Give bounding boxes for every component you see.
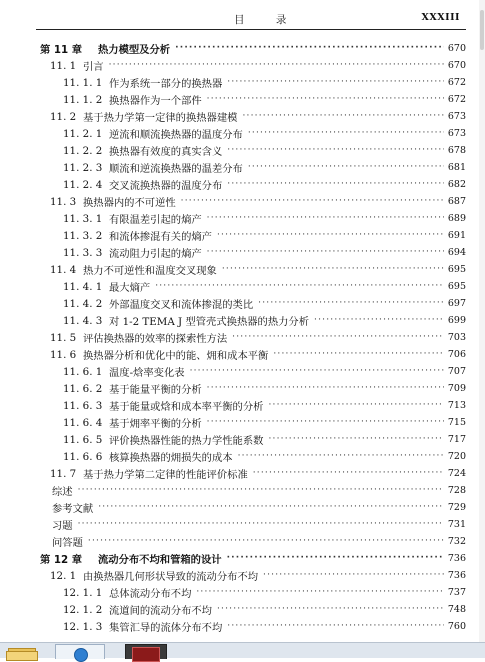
toc-entry-page: 748 [447,604,466,615]
toc-leader-dots [222,261,444,278]
toc-entry-number: 11. 6 [50,348,77,361]
toc-entry-page: 673 [447,128,466,139]
toc-leader-dots [78,516,444,533]
toc-entry[interactable] [50,193,466,210]
toc-leader-dots [98,499,444,516]
toc-entry[interactable] [63,397,466,414]
toc-entry-page: 691 [447,230,466,241]
toc-entry-page: 717 [447,434,466,445]
toc-entry[interactable] [52,499,466,516]
toc-entry-page: 706 [447,349,466,360]
toc-entry-title: 流道间的流动分布不均 [109,605,212,617]
toc-leader-dots [88,533,444,550]
page-header-number: XXXIII [421,12,460,23]
toc-entry-number: 11. 6. 5 [63,433,103,446]
toc-entry-number: 第 11 章 [40,44,83,56]
taskbar [0,642,485,658]
toc-entry-title: 核算换热器的㶲损失的成本 [109,452,233,464]
toc-entry[interactable] [52,533,466,550]
toc-entry-title: 基于㶲率平衡的分析 [109,418,202,430]
toc-entry-title: 集管汇导的流体分布不均 [109,622,223,634]
toc-entry-title: 总体流动分布不均 [109,588,192,600]
toc-entry-title: 换热器内的不可逆性 [83,197,176,209]
toc-leader-dots [217,227,444,244]
toc-entry-page: 678 [447,145,466,156]
toc-entry-page: 672 [447,77,466,88]
toc-entry-number: 11. 4. 2 [63,297,103,310]
scrollbar-thumb[interactable] [480,10,484,50]
toc-leader-dots [227,74,444,91]
toc-entry-page: 736 [447,570,466,581]
toc-leader-dots [217,601,444,618]
toc-entry-page: 737 [447,587,466,598]
toc-entry[interactable] [63,414,466,431]
toc-leader-dots [175,40,444,57]
toc-entry-page: 709 [447,383,466,394]
toc-entry-number: 11. 6. 6 [63,450,103,463]
toc-entry-title: 和流体掺混有关的熵产 [109,231,212,243]
toc-entry[interactable] [50,108,466,125]
toc-entry-number: 11. 6. 1 [63,365,103,378]
toc-entry-title: 外部温度交叉和流体掺混的类比 [109,299,254,311]
toc-entry[interactable] [63,210,466,227]
toc-leader-dots [268,397,443,414]
toc-entry-page: 682 [447,179,466,190]
toc-entry-page: 695 [447,281,466,292]
toc-entry-number: 12. 1. 2 [63,603,103,616]
toc-entry[interactable] [40,40,466,57]
toc-leader-dots [109,57,444,74]
vertical-scrollbar[interactable] [479,0,485,642]
toc-entry-page: 670 [447,43,466,54]
toc-leader-dots [78,482,444,499]
toc-entry-page: 736 [447,553,466,564]
toc-entry-number: 11. 2 [50,110,77,123]
toc-entry-number: 12. 1. 3 [63,620,103,633]
toc-entry-title: 流动分布不均和管箱的设计 [98,554,222,566]
toc-entry-title: 逆流和顺流换热器的温度分布 [109,129,243,141]
toc-entry-title: 温度-焓率变化表 [109,367,185,379]
toc-entry-number: 11. 4. 3 [63,314,103,327]
toc-entry[interactable] [63,618,466,635]
toc-leader-dots [253,465,444,482]
toc-entry-title: 评估换热器的效率的探索性方法 [83,333,228,345]
toc-entry-page: 670 [447,60,466,71]
toc-entry[interactable] [63,601,466,618]
toc-leader-dots [190,363,444,380]
toc-entry-page: 707 [447,366,466,377]
toc-entry[interactable] [52,516,466,533]
toc-leader-dots [227,618,444,635]
toc-entry-page: 672 [447,94,466,105]
toc-entry-title: 作为系统一部分的换热器 [109,78,223,90]
toc-entry[interactable] [40,550,466,567]
toc-entry-title: 流动阻力引起的熵产 [109,248,202,260]
toc-leader-dots [314,312,444,329]
toc-entry-page: 689 [447,213,466,224]
toc-leader-dots [238,448,444,465]
toc-entry[interactable] [63,278,466,295]
toc-entry-page: 694 [447,247,466,258]
toc-leader-dots [227,176,444,193]
toc-entry-title: 热力模型及分析 [98,44,171,56]
toc-entry-page: 673 [447,111,466,122]
toc-entry-number: 11. 6. 2 [63,382,103,395]
toc-entry-number: 11. 4. 1 [63,280,103,293]
toc-entry-number: 第 12 章 [40,554,83,566]
toc-entry-page: 681 [447,162,466,173]
toc-entry-number: 11. 2. 3 [63,161,103,174]
toc-entry-page: 695 [447,264,466,275]
toc-entry-title: 顺流和逆流换热器的温差分布 [109,163,243,175]
folder-icon[interactable] [6,644,36,658]
toc-leader-dots [248,159,444,176]
toc-entry[interactable] [50,346,466,363]
toc-entry[interactable] [63,448,466,465]
toc-leader-dots [258,295,444,312]
toc-entry-title: 交叉流换热器的温度分布 [109,180,223,192]
toc-entry-number: 11. 2. 1 [63,127,103,140]
toc-entry-title: 有限温差引起的熵产 [109,214,202,226]
toc-entry[interactable] [63,244,466,261]
toc-entry-number: 12. 1. 1 [63,586,103,599]
toc-entry[interactable] [50,57,466,74]
toc-leader-dots [207,91,444,108]
toc-entry-title: 综述 [52,486,73,498]
toc-entry[interactable] [63,74,466,91]
toc-leader-dots [227,550,444,567]
toc-leader-dots [207,414,444,431]
toc-entry-number: 12. 1 [50,569,77,582]
toc-entry-title: 由换热器几何形状导致的流动分布不均 [83,571,259,583]
toc-entry-page: 697 [447,298,466,309]
toc-entry-number: 11. 3. 2 [63,229,103,242]
toc-entry[interactable] [63,91,466,108]
toc-entry-number: 11. 3. 1 [63,212,103,225]
toc-entry[interactable] [63,431,466,448]
toc-entry[interactable] [63,363,466,380]
toc-entry-number: 11. 2. 2 [63,144,103,157]
page-header [40,12,460,26]
toc-entry-title: 换热器作为一个部件 [109,95,202,107]
toc-entry-page: 720 [447,451,466,462]
toc-entry[interactable] [63,295,466,312]
toc-entry-page: 703 [447,332,466,343]
toc-entry-number: 11. 6. 4 [63,416,103,429]
toc-entry-number: 11. 3. 3 [63,246,103,259]
toc-entry-page: 729 [447,502,466,513]
toc-leader-dots [232,329,444,346]
toc-entry-title: 对 1-2 TEMA J 型管壳式换热器的热力分析 [109,316,310,328]
toc-entry-title: 基于热力学第二定律的性能评价标准 [83,469,248,481]
toc-entry-title: 引言 [83,61,104,73]
toc-entry-title: 换热器分析和优化中的能、㶲和成本平衡 [83,350,269,362]
toc-entry-number: 11. 5 [50,331,77,344]
toc-entry-page: 699 [447,315,466,326]
toc-leader-dots [207,380,444,397]
toc-entry-page: 715 [447,417,466,428]
toc-entry[interactable] [63,584,466,601]
toc-entry-number: 11. 7 [50,467,77,480]
toc-entry-title: 问答题 [52,537,83,549]
toc-entry-title: 基于能量平衡的分析 [109,384,202,396]
toc-entry-page: 760 [447,621,466,632]
toc-entry[interactable] [50,465,466,482]
toc-entry-page: 687 [447,196,466,207]
toc-entry-number: 11. 1 [50,59,77,72]
toc-entry-number: 11. 1. 2 [63,93,103,106]
toc-entry[interactable] [50,567,466,584]
toc-entry[interactable] [63,312,466,329]
toc-entry[interactable] [63,125,466,142]
toc-entry-title: 评价换热器性能的热力学性能系数 [109,435,264,447]
toc-entry-title: 最大熵产 [109,282,151,294]
toc-entry[interactable] [63,227,466,244]
toc-entry-number: 11. 2. 4 [63,178,103,191]
toc-entry-page: 713 [447,400,466,411]
toc-leader-dots [268,431,443,448]
toc-entry-number: 11. 1. 1 [63,76,103,89]
toc-entry[interactable] [63,159,466,176]
toc-entry-title: 热力不可逆性和温度交叉现象 [83,265,217,277]
toc-entry-title: 习题 [52,520,73,532]
toc-entry-page: 732 [447,536,466,547]
toc-entry-title: 基于热力学第一定律的换热器建模 [83,112,238,124]
toc-entry-page: 731 [447,519,466,530]
toc-leader-dots [155,278,444,295]
toc-leader-dots [196,584,443,601]
header-rule [36,29,466,30]
toc-entry-title: 参考文献 [52,503,94,515]
toc-leader-dots [242,108,443,125]
toc-entry[interactable] [50,261,466,278]
toc-entry[interactable] [52,482,466,499]
toc-leader-dots [227,142,444,159]
toc-entry-title: 换热器有效度的真实含义 [109,146,223,158]
toc-entry-title: 基于能量或焓和成本率平衡的分析 [109,401,264,413]
toc-entry[interactable] [63,176,466,193]
toc-entry-number: 11. 3 [50,195,77,208]
toc-leader-dots [181,193,444,210]
toc-entry[interactable] [50,329,466,346]
toc-entry-number: 11. 6. 3 [63,399,103,412]
toc-leader-dots [248,125,444,142]
toc-leader-dots [263,567,444,584]
toc-leader-dots [273,346,444,363]
toc-entry-number: 11. 4 [50,263,77,276]
toc-entry[interactable] [63,380,466,397]
toc-leader-dots [207,244,444,261]
toc-leader-dots [207,210,444,227]
toc-entry-page: 728 [447,485,466,496]
toc-entry-page: 724 [447,468,466,479]
toc-entry[interactable] [63,142,466,159]
page-header-title: 目 录 [234,14,301,26]
